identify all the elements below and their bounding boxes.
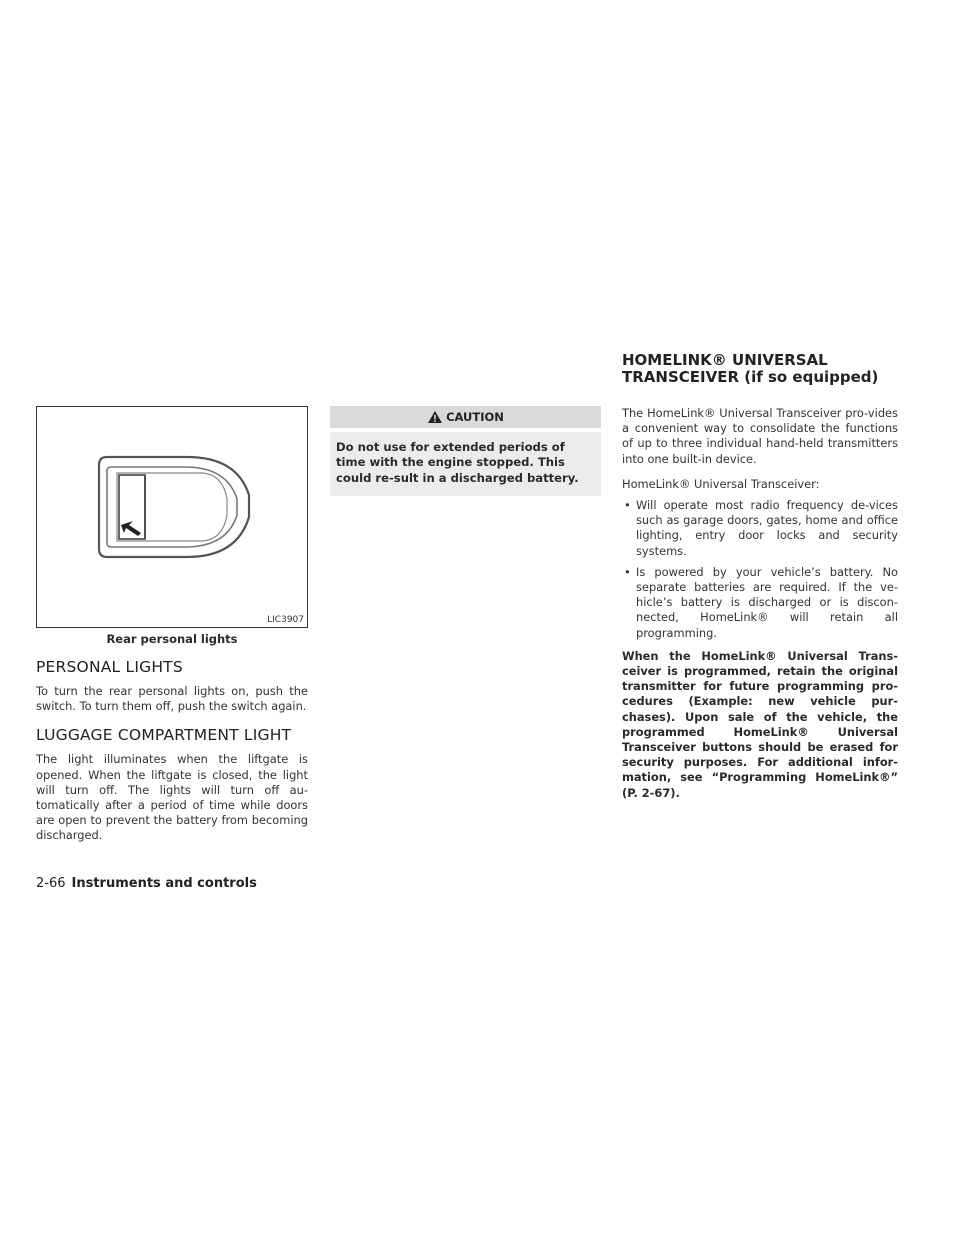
left-column <box>36 406 308 854</box>
bullet-icon: • <box>624 564 631 579</box>
list-item <box>622 498 898 559</box>
figure-code: LIC3907 <box>267 615 304 625</box>
luggage-light-text: The light illuminates when the liftgate is opened. When the liftgate is closed, the light will turn off. The lights will turn off au-tomatically after a period of time while doors are open to prevent the battery from becoming discharged. <box>36 752 308 843</box>
chapter-title: Instruments and controls <box>71 876 257 891</box>
rear-personal-light-illustration <box>37 407 307 627</box>
homelink-heading <box>622 352 898 386</box>
right-column <box>622 352 898 811</box>
personal-lights-heading: PERSONAL LIGHTS <box>36 658 183 676</box>
rear-personal-lights-figure <box>36 406 308 628</box>
homelink-heading-line1: HOMELINK® UNIVERSAL <box>622 351 828 369</box>
caution-header <box>330 406 601 428</box>
caution-text: Do not use for extended periods of time with the engine stopped. This could re-sult in a discharged battery. <box>330 432 601 496</box>
luggage-light-heading: LUGGAGE COMPARTMENT LIGHT <box>36 726 292 745</box>
homelink-warning: When the HomeLink® Universal Trans-ceiver is programmed, retain the original transmitter for future programming pro-cedures (Example: new vehicle pur-chases). Upon sale of the vehicle, the programmed HomeLink® Universal Transceiver buttons should be erased for security purposes. For additional infor-mation, see “Programming HomeLink®” (P. 2-67). <box>622 648 898 800</box>
warning-triangle-icon <box>427 410 443 424</box>
bullet-text: Is powered by your vehicle’s battery. No separate batteries are required. If the ve-hicle’s battery is discharged or is discon-nected, HomeLink® will retain all programming. <box>636 564 898 640</box>
homelink-heading-line2: TRANSCEIVER (if so equipped) <box>622 368 879 386</box>
homelink-intro: The HomeLink® Universal Transceiver pro-vides a convenient way to consolidate the functions of up to three individual hand-held transmitters into one built-in device. <box>622 406 898 466</box>
figure-caption: Rear personal lights <box>106 632 238 646</box>
personal-lights-text: To turn the rear personal lights on, push the switch. To turn them off, push the switch again. <box>36 684 308 714</box>
page-footer <box>36 876 257 891</box>
bullet-text: Will operate most radio frequency de-vices such as garage doors, gates, home and office lighting, entry door locks and security systems. <box>636 498 898 558</box>
page-number: 2-66 <box>36 876 66 891</box>
push-arrow-icon <box>121 521 141 536</box>
caution-label: CAUTION <box>446 410 504 424</box>
middle-column <box>330 406 601 496</box>
homelink-bullet-list <box>622 498 898 641</box>
bullet-icon: • <box>624 498 631 513</box>
homelink-list-label: HomeLink® Universal Transceiver: <box>622 476 820 491</box>
list-item <box>622 565 898 641</box>
